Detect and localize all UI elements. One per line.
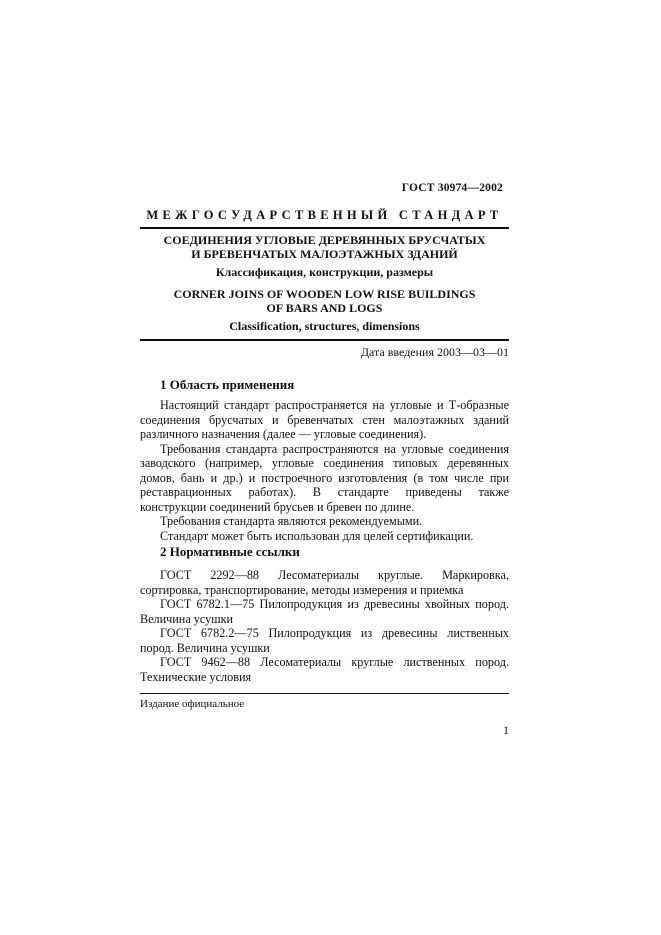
section1-body xyxy=(140,398,509,543)
title-top-rule xyxy=(140,227,509,229)
title-en-line2: OF BARS AND LOGS xyxy=(266,300,383,315)
normative-reference: ГОСТ 2292—88 Лесоматериалы круглые. Маркировка, сортировка, транспортирование, методы измерения и приемка xyxy=(140,568,509,597)
edition-note: Издание официальное xyxy=(140,698,245,710)
title-russian xyxy=(140,234,509,279)
section1-paragraph: Требования стандарта являются рекомендуемыми. xyxy=(160,514,423,528)
section1-paragraph: Требования стандарта распространяются на угловые соединения заводского (например, угловые соединения типовых деревянных домов, бань и др.) и построечного изготовления (в том числе при реставрационных работах). В стандарте приведены также конструкции соединений брусьев и бревен по длине. xyxy=(140,441,509,514)
normative-reference: ГОСТ 6782.2—75 Пилопродукция из древесины лиственных пород. Величина усушки xyxy=(140,626,509,655)
title-bottom-rule xyxy=(140,339,509,341)
interstate-standard-heading: МЕЖГОСУДАРСТВЕННЫЙ СТАНДАРТ xyxy=(146,208,503,222)
title-ru-line1: СОЕДИНЕНИЯ УГЛОВЫЕ ДЕРЕВЯННЫХ БРУСЧАТЫХ xyxy=(163,233,486,247)
title-ru-line2: И БРЕВЕНЧАТЫХ МАЛОЭТАЖНЫХ ЗДАНИЙ xyxy=(191,246,458,261)
title-english xyxy=(140,288,509,333)
document-code: ГОСТ 30974—2002 xyxy=(401,182,503,194)
introduction-date: Дата введения 2003—03—01 xyxy=(360,345,509,359)
section2-heading: 2 Нормативные ссылки xyxy=(160,544,300,559)
page-number: 1 xyxy=(503,723,509,737)
normative-reference: ГОСТ 9462—88 Лесоматериалы круглые лиственных пород. Технические условия xyxy=(140,655,509,684)
normative-reference: ГОСТ 6782.1—75 Пилопродукция из древесины хвойных пород. Величина усушки xyxy=(140,597,509,626)
section1-paragraph: Стандарт может быть использован для целей сертификации. xyxy=(160,528,474,543)
footer-rule xyxy=(140,693,509,694)
section2-body xyxy=(140,568,509,684)
title-en-subtitle: Classification, structures, dimensions xyxy=(229,319,420,333)
title-ru-subtitle: Классификация, конструкции, размеры xyxy=(215,265,434,279)
title-en-line1: CORNER JOINS OF WOODEN LOW RISE BUILDINGS xyxy=(173,287,476,301)
section1-heading: 1 Область применения xyxy=(160,377,295,392)
section1-paragraph: Настоящий стандарт распространяется на угловые и Т-образные соединения брусчатых и бревенчатых стен малоэтажных зданий различного назначения (далее — угловые соединения). xyxy=(140,398,509,441)
